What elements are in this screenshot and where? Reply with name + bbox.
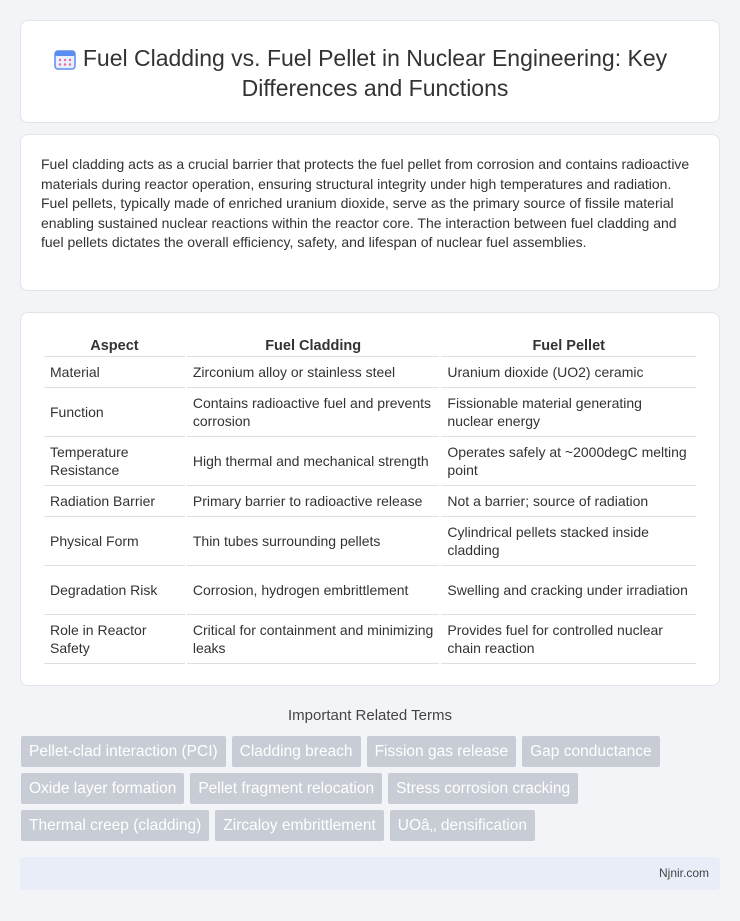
table-cell: Degradation Risk bbox=[44, 566, 185, 615]
tag-row bbox=[21, 810, 721, 847]
page-title: Fuel Cladding vs. Fuel Pellet in Nuclear Engineering: Key Differences and Functions bbox=[82, 45, 668, 101]
table-cell: Radiation Barrier bbox=[44, 486, 185, 517]
table-cell: Fissionable material generating nuclear energy bbox=[441, 388, 696, 437]
table-header-row bbox=[44, 334, 696, 357]
header-aspect: Aspect bbox=[44, 334, 185, 357]
table-cell: Critical for containment and minimizing leaks bbox=[187, 615, 440, 664]
table-cell: Cylindrical pellets stacked inside cladding bbox=[441, 517, 696, 566]
term-tag[interactable]: Thermal creep (cladding) bbox=[21, 810, 209, 841]
table-row bbox=[44, 388, 696, 437]
table-cell: High thermal and mechanical strength bbox=[187, 437, 440, 486]
term-tag[interactable]: Fission gas release bbox=[367, 736, 517, 767]
table-cell: Uranium dioxide (UO2) ceramic bbox=[441, 357, 696, 388]
term-tag[interactable]: Pellet-clad interaction (PCI) bbox=[21, 736, 226, 767]
header-fuel-cladding: Fuel Cladding bbox=[187, 334, 440, 357]
table-row bbox=[44, 357, 696, 388]
title-card bbox=[20, 20, 720, 123]
footer-site-link[interactable]: Njnir.com bbox=[658, 866, 709, 880]
term-tag[interactable]: UOâ‚‚ densification bbox=[390, 810, 535, 841]
intro-paragraph: Fuel cladding acts as a crucial barrier that protects the fuel pellet from corrosion and contains radioactive materials during reactor operation, ensuring structural integrity under high temperatures and radiation. Fuel pellets, typically made of enriched uranium dioxide, serve as the primary source of fissile material enabling sustained nuclear reactions within the reactor core. The interaction between fuel cladding and fuel pellets dictates the overall efficiency, safety, and lifespan of nuclear fuel assemblies. bbox=[41, 156, 690, 251]
table-cell: Swelling and cracking under irradiation bbox=[441, 566, 696, 615]
table-cell: Material bbox=[44, 357, 185, 388]
table-cell: Contains radioactive fuel and prevents corrosion bbox=[187, 388, 440, 437]
footer bbox=[20, 857, 720, 890]
comparison-table bbox=[42, 334, 698, 664]
table-cell: Role in Reactor Safety bbox=[44, 615, 185, 664]
term-tag[interactable]: Oxide layer formation bbox=[21, 773, 184, 804]
term-tag[interactable]: Stress corrosion cracking bbox=[388, 773, 578, 804]
table-row bbox=[44, 566, 696, 615]
tag-row bbox=[21, 736, 721, 773]
comparison-table-card bbox=[20, 312, 720, 686]
table-cell: Physical Form bbox=[44, 517, 185, 566]
table-cell: Thin tubes surrounding pellets bbox=[187, 517, 440, 566]
tag-row bbox=[21, 773, 721, 810]
table-cell: Function bbox=[44, 388, 185, 437]
table-cell: Operates safely at ~2000degC melting point bbox=[441, 437, 696, 486]
table-cell: Corrosion, hydrogen embrittlement bbox=[187, 566, 440, 615]
term-tag[interactable]: Pellet fragment relocation bbox=[190, 773, 382, 804]
table-cell: Temperature Resistance bbox=[44, 437, 185, 486]
term-tag[interactable]: Cladding breach bbox=[232, 736, 361, 767]
table-cell: Provides fuel for controlled nuclear chain reaction bbox=[441, 615, 696, 664]
table-row bbox=[44, 517, 696, 566]
table-cell: Not a barrier; source of radiation bbox=[441, 486, 696, 517]
term-tag[interactable]: Zircaloy embrittlement bbox=[215, 810, 383, 841]
intro-card bbox=[20, 134, 720, 291]
table-cell: Primary barrier to radioactive release bbox=[187, 486, 440, 517]
header-fuel-pellet: Fuel Pellet bbox=[441, 334, 696, 357]
table-row bbox=[44, 437, 696, 486]
table-cell: Zirconium alloy or stainless steel bbox=[187, 357, 440, 388]
related-terms-heading: Important Related Terms bbox=[288, 707, 452, 724]
table-row bbox=[44, 615, 696, 664]
term-tag[interactable]: Gap conductance bbox=[522, 736, 660, 767]
table-row bbox=[44, 486, 696, 517]
related-terms-list bbox=[21, 736, 721, 847]
